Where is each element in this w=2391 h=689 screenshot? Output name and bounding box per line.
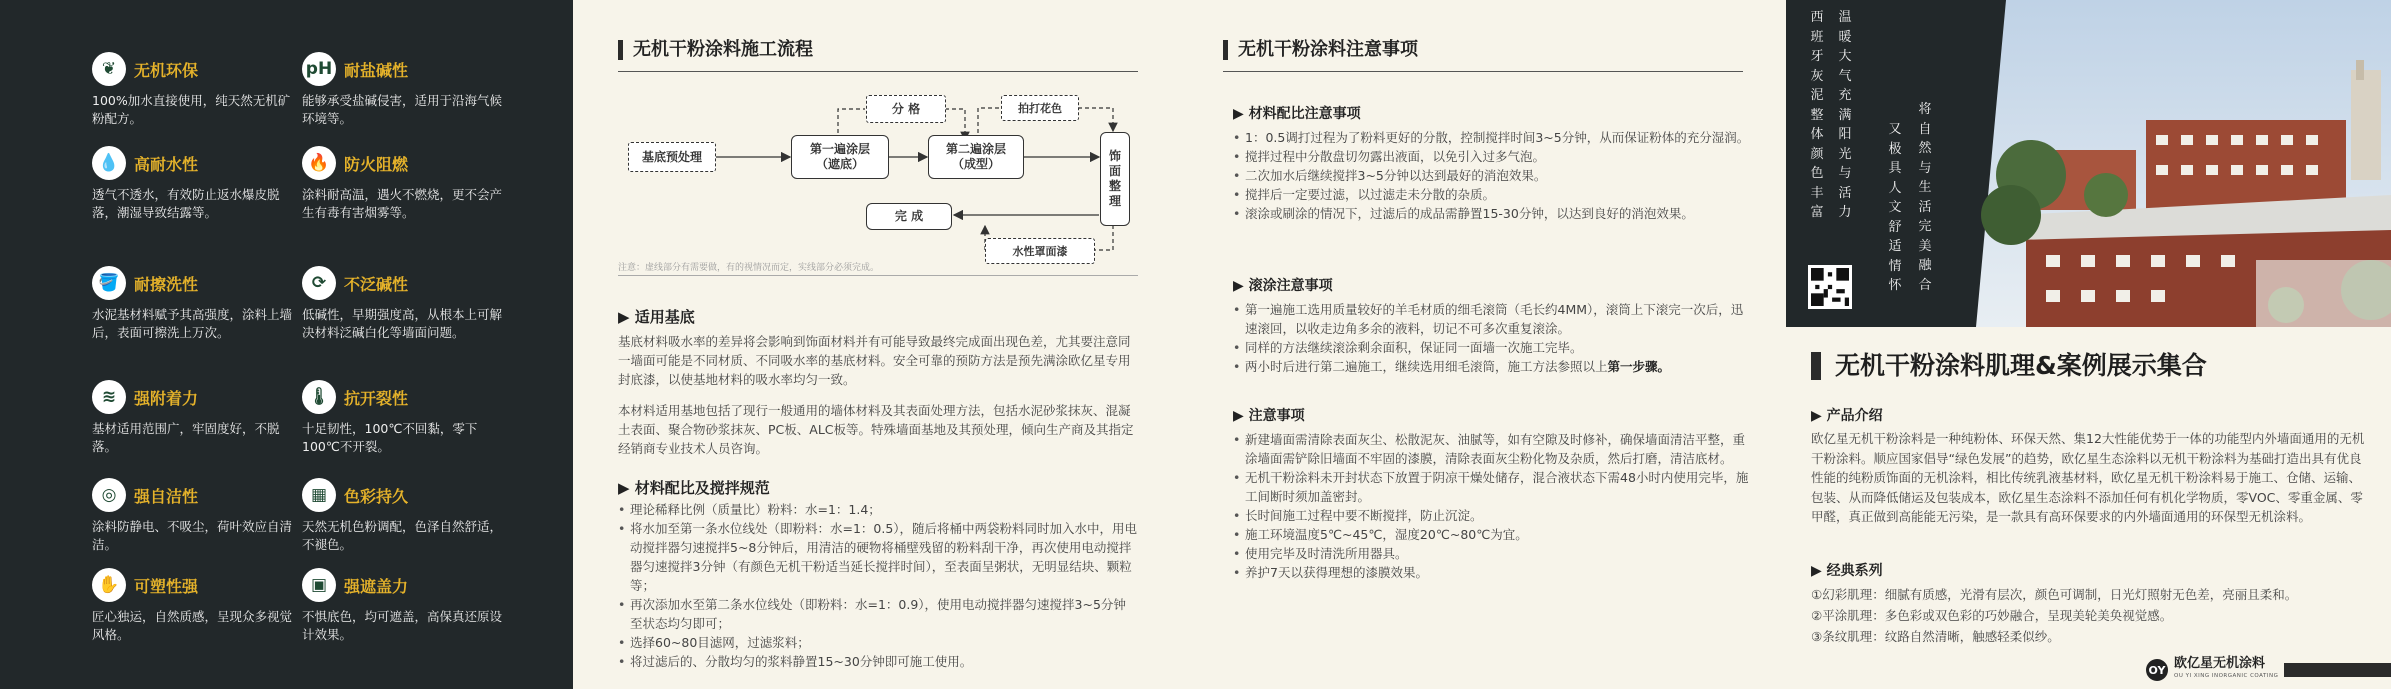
feature-desc: 基材适用范围广，牢固度好，不脱落。	[92, 421, 280, 454]
fire-shield-icon: 🔥	[302, 146, 336, 180]
feature-title: 不泛碱性	[344, 274, 409, 294]
feature-desc: 低碱性，早期强度高，从根本上可解决材料泛碱白化等墙面问题。	[302, 307, 503, 340]
feature-header	[302, 266, 502, 300]
feature-header	[92, 478, 292, 512]
list-item	[1233, 147, 1753, 166]
layers-icon: ≋	[92, 380, 126, 414]
feature-desc: 能够承受盐碱侵害，适用于沿海气候环境等。	[302, 93, 503, 126]
feature-item	[302, 146, 502, 222]
list-item-text: 同样的方法继续滚涂剩余面积，保证同一面墙一次施工完毕。	[1245, 340, 1583, 355]
cases-title: 无机干粉涂料肌理&案例展示集合	[1811, 352, 2207, 380]
vertical-text-1: 西班牙灰泥整体颜色丰富	[1810, 10, 1824, 220]
list-item-text: 无机干粉涂料未开封状态下放置于阴凉干燥处储存，混合液状态下需48小时内使用完毕，施工间断时须加盖密封。	[1245, 470, 1749, 504]
feature-header	[302, 568, 502, 602]
feature-title: 色彩持久	[344, 486, 409, 506]
list-item-text: 搅拌过程中分散盘切勿露出液面，以免引入过多气泡。	[1245, 149, 1546, 164]
feature-desc: 十足韧性，100℃不回黏，零下100℃不开裂。	[302, 421, 478, 454]
feature-item	[92, 146, 292, 222]
feature-title: 强附着力	[134, 388, 199, 408]
list-item-text: 第一遍施工选用质量较好的羊毛材质的细毛滚筒（毛长约4MM），滚筒上下滚完一次后，迅速滚回，以收走边角多余的液料，切记不可多次重复滚涂。	[1245, 302, 1744, 336]
feature-desc: 水泥基材料赋予其高强度，涂料上墙后，表面可擦洗上万次。	[92, 307, 293, 340]
step-base-prep: 基底预处理	[628, 142, 716, 172]
caution-title-text: 注意事项	[1248, 408, 1305, 424]
process-title: 无机干粉涂料施工流程	[618, 40, 813, 60]
feature-item	[92, 266, 292, 342]
feature-title: 耐擦洗性	[134, 274, 199, 294]
feature-header	[302, 146, 502, 180]
base-title-text: 适用基底	[634, 308, 695, 326]
step-sealer: 水性罩面漆	[985, 238, 1095, 264]
list-item	[618, 652, 1138, 671]
list-item	[1233, 128, 1753, 147]
vertical-text-4: 将自然与生活完美融合	[1918, 102, 1932, 293]
list-item	[1233, 468, 1753, 506]
vertical-text-3: 又极具人文舒适情怀	[1888, 122, 1902, 293]
list-item	[618, 633, 1138, 652]
notes-title-rule	[1223, 71, 1743, 72]
series-title: ▶ 经典系列	[1811, 563, 1883, 579]
feature-header	[92, 146, 292, 180]
stain-icon: ⟳	[302, 266, 336, 300]
roller-title-text: 滚涂注意事项	[1248, 278, 1333, 294]
caution-title: ▶ 注意事项	[1233, 408, 1305, 424]
process-panel	[573, 0, 1193, 689]
list-item	[1233, 506, 1753, 525]
feature-header	[92, 52, 292, 86]
feature-title: 抗开裂性	[344, 388, 409, 408]
feature-item	[92, 380, 292, 456]
thermometer-icon: 🌡	[302, 380, 336, 414]
flow-rule	[618, 275, 1138, 276]
feature-item	[302, 52, 502, 128]
series-item: ③条纹肌理：纹路自然清晰，触感轻柔似纱。	[1811, 629, 2060, 644]
brand-bar	[2284, 663, 2391, 677]
feature-desc: 涂料防静电、不吸尘，荷叶效应自清洁。	[92, 519, 293, 552]
list-item	[1233, 166, 1753, 185]
notes-title: 无机干粉涂料注意事项	[1223, 40, 1418, 60]
feature-item	[302, 568, 502, 644]
building-photo	[1956, 0, 2391, 327]
roller-notes-list	[1233, 300, 1753, 376]
list-item-bold-tail: 第一步骤。	[1607, 359, 1671, 374]
feature-item	[92, 478, 292, 554]
series-item: ①幻彩肌理：细腻有质感，光滑有层次，颜色可调制，日光灯照射无色差，亮丽且柔和。	[1811, 587, 2298, 602]
list-item	[1233, 544, 1753, 563]
step-finish-wall: 饰面整理	[1100, 132, 1130, 226]
feature-title: 强自洁性	[134, 486, 199, 506]
mix-title-text: 材料配比及搅拌规范	[634, 479, 770, 497]
list-item-text: 将水加至第一条水位线处（即粉料：水=1：0.5），随后将桶中两袋粉料同时加入水中，用电动搅拌器匀速搅拌5~8分钟后，用清洁的硬物将桶壁残留的粉料刮干净，再次使用电动搅拌器匀速搅拌3分钟（有颜色无机干粉适当延长搅拌时间），至表面呈粥状，无明显结块、颗粒等；	[630, 521, 1138, 593]
list-item	[1233, 525, 1753, 544]
step-second-coat: 第二遍涂层（成型）	[928, 135, 1024, 179]
intro-paragraph: 欧亿星无机干粉涂料是一种纯粉体、环保天然、集12大性能优势于一体的功能型内外墙面通用的无机干粉涂料。顺应国家倡导“绿色发展”的趋势，欧亿星生态涂料以无机干粉涂料为基础打造出具有优良性能的纯粉质饰面的无机涂料，相比传统乳液基材料，欧亿星无机干粉涂料易于施工、仓储、运输、包装、从而降低储运及包装成本，欧亿星生态涂料不添加任何有机化学物质，零VOC、零重金属、零甲醛，真正做到高能能无污染，是一款具有高环保要求的内外墙面通用的环保型无机涂料。	[1811, 431, 2365, 524]
base-paragraph-2: 本材料适用基地包括了现行一般通用的墙体材料及其表面处理方法，包括水泥砂浆抹灰、混凝土表面、聚合物砂浆抹灰、PC板、ALC板等。特殊墙面基地及其预处理，倾向生产商及其指定经销商专业技术人员咨询。	[618, 403, 1134, 456]
list-item	[618, 519, 1138, 595]
list-item	[1233, 185, 1753, 204]
ph-icon: pH	[302, 52, 336, 86]
mix-notes-title: ▶ 材料配比注意事项	[1233, 106, 1361, 122]
list-item-text: 施工环境温度5℃~45℃，湿度20℃~80℃为宜。	[1245, 527, 1528, 542]
coverage-icon: ▣	[302, 568, 336, 602]
list-item	[1233, 338, 1753, 357]
list-item-text: 养护7天以获得理想的漆膜效果。	[1245, 565, 1428, 580]
intro-title-text: 产品介绍	[1826, 408, 1883, 424]
feature-header	[302, 380, 502, 414]
feature-item	[302, 266, 502, 342]
series-title-text: 经典系列	[1826, 563, 1883, 579]
list-item	[1233, 563, 1753, 582]
feature-desc: 100%加水直接使用，纯天然无机矿粉配方。	[92, 93, 291, 126]
mix-notes-title-text: 材料配比注意事项	[1248, 106, 1361, 122]
notes-panel	[1193, 0, 1786, 689]
list-item	[1233, 357, 1753, 376]
color-palette-icon: ▦	[302, 478, 336, 512]
list-item-text: 二次加水后继续搅拌3~5分钟以达到最好的消泡效果。	[1245, 168, 1547, 183]
feature-item	[302, 380, 502, 456]
feature-desc: 透气不透水，有效防止返水爆皮脱落，潮湿导致结露等。	[92, 187, 280, 220]
base-paragraph-1: 基底材料吸水率的差异将会影响到饰面材料并有可能导致最终完成面出现色差，尤其要注意同一墙面可能是不同材质、不同吸水率的基底材料。安全可靠的预防方法是预先满涂欧亿星专用封底漆，以使基地材料的吸水率均匀一致。	[618, 334, 1131, 387]
list-item-text: 使用完毕及时清洗所用器具。	[1245, 546, 1408, 561]
list-item	[1233, 430, 1753, 468]
feature-item	[92, 52, 292, 128]
list-item-text: 再次添加水至第二条水位线处（即粉料：水=1：0.9），使用电动搅拌器匀速搅拌3~5分钟至状态均匀即可；	[630, 597, 1126, 631]
list-item-text: 两小时后进行第二遍施工，继续选用细毛滚筒，施工方法参照以上	[1245, 359, 1608, 374]
feature-item	[92, 568, 292, 644]
feature-item	[302, 478, 502, 554]
list-item-text: 滚涂或刷涂的情况下，过滤后的成品需静置15-30分钟，以达到良好的消泡效果。	[1245, 206, 1694, 221]
list-item	[1233, 204, 1753, 223]
self-clean-icon: ◎	[92, 478, 126, 512]
caution-notes-list	[1233, 430, 1753, 582]
feature-desc: 天然无机色粉调配，色泽自然舒适，不褪色。	[302, 519, 503, 552]
feature-header	[302, 478, 502, 512]
list-item	[1233, 300, 1753, 338]
list-item	[618, 595, 1138, 633]
mix-notes-list	[1233, 128, 1753, 223]
vertical-text-2: 温暖大气充满阳光与活力	[1838, 10, 1852, 220]
feature-title: 可塑性强	[134, 576, 199, 596]
feature-header	[302, 52, 502, 86]
feature-desc: 匠心独运，自然质感，呈现众多视觉风格。	[92, 609, 293, 642]
list-item-text: 搅拌后一定要过滤，以过滤走未分散的杂质。	[1245, 187, 1496, 202]
feature-desc: 不惧底色，均可遮盖，高保真还原设计效果。	[302, 609, 503, 642]
feature-header	[92, 568, 292, 602]
feature-header	[92, 266, 292, 300]
feature-title: 强遮盖力	[344, 576, 409, 596]
base-title: ▶ 适用基底	[618, 308, 695, 326]
leaf-icon: ❦	[92, 52, 126, 86]
list-item-text: 新建墙面需清除表面灰尘、松散泥灰、油腻等，如有空隙及时修补，确保墙面清洁平整，重涂墙面需铲除旧墙面不牢固的漆膜，清除表面灰尘粉化物及杂质，然后打磨，清洁底材。	[1245, 432, 1746, 466]
feature-title: 耐盐碱性	[344, 60, 409, 80]
step-color-pattern: 拍打花色	[1001, 95, 1079, 121]
step-first-coat: 第一遍涂层（遮底）	[791, 135, 889, 179]
intro-title: ▶ 产品介绍	[1811, 408, 1883, 424]
bucket-icon: 🪣	[92, 266, 126, 300]
flow-note: 注意：虚线部分有需要做，有的视情况而定，实线部分必须完成。	[618, 263, 880, 273]
list-item-text: 选择60~80目滤网，过滤浆料；	[630, 635, 810, 650]
feature-desc: 涂料耐高温，遇火不燃烧，更不会产生有毒有害烟雾等。	[302, 187, 503, 220]
series-list	[1811, 584, 2371, 647]
list-item-text: 理论稀释比例（质量比）粉料：水=1：1.4；	[630, 502, 881, 517]
plasticity-icon: ✋	[92, 568, 126, 602]
roller-title: ▶ 滚涂注意事项	[1233, 278, 1333, 294]
brand-subtitle: OU YI XING INORGANIC COATING	[2174, 673, 2279, 679]
mix-title: ▶ 材料配比及搅拌规范	[618, 479, 770, 497]
step-done: 完 成	[866, 203, 952, 230]
feature-title: 高耐水性	[134, 154, 199, 174]
list-item-text: 1：0.5调打过程为了粉料更好的分散，控制搅拌时间3~5分钟，从而保证粉体的充分湿润。	[1245, 130, 1750, 145]
feature-title: 防火阻燃	[344, 154, 409, 174]
list-item-text: 将过滤后的、分散均匀的浆料静置15~30分钟即可施工使用。	[630, 654, 973, 669]
water-drop-icon: 💧	[92, 146, 126, 180]
qr-code-icon	[1808, 265, 1852, 309]
feature-header	[92, 380, 292, 414]
step-grid: 分 格	[866, 95, 946, 123]
brand-logo	[2146, 656, 2391, 680]
list-item-text: 长时间施工过程中要不断搅拌，防止沉淀。	[1245, 508, 1483, 523]
series-item: ②平涂肌理：多色彩或双色彩的巧妙融合，呈现美轮美奂视觉感。	[1811, 608, 2173, 623]
mix-list	[618, 500, 1138, 671]
brand-name: 欧亿星无机涂料	[2174, 656, 2266, 671]
list-item	[618, 500, 1138, 519]
cases-panel	[1786, 0, 2391, 689]
brand-mark-icon: OY	[2146, 659, 2168, 681]
features-panel	[0, 0, 573, 689]
feature-title: 无机环保	[134, 60, 199, 80]
